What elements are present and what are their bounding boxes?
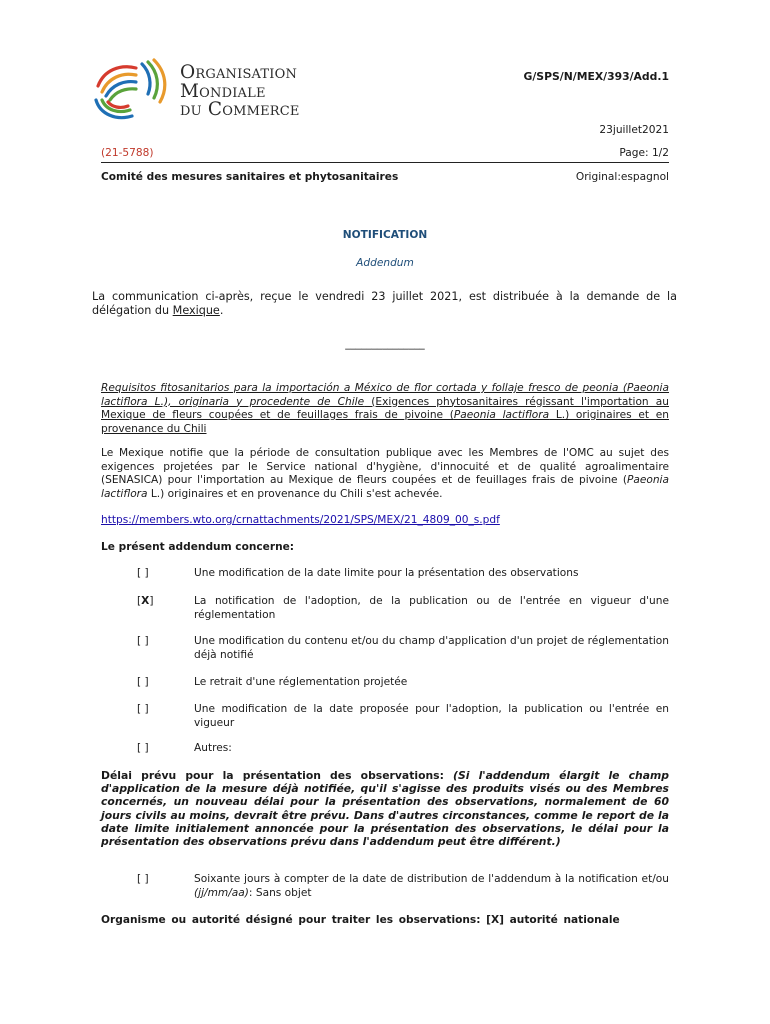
wto-logo <box>90 58 340 124</box>
org-name-line-1: Organisation <box>180 62 298 83</box>
deadline-note: (Si l'addendum élargit le champ d'application de la mesure déjà notifiée, qu'il s'agisse des produits visés ou des Membres concernés, un nouveau délai pour la présentation des observations, normalement de 60 jours civils au moins, devrait être prévu. Dans d'autres circonstances, comme le report de la date limite initialement annoncée pour la présentation des observations, le délai pour la présentation des observations prévu dans l'addendum peut être différent.) <box>101 769 669 849</box>
addendum-subtitle: Addendum <box>356 257 414 269</box>
species-name: Paeonia lactiflora <box>101 474 669 500</box>
measure-title-spanish: Requisitos fitosanitarios para la importación a México de flor cortada y follaje fresco de peonia (Paeonia lactiflora L.), originaria y procedente de Chile <box>101 382 669 408</box>
option-checkbox-5[interactable]: [ ] <box>137 703 149 715</box>
option-text-4: Le retrait d'une réglementation projetée <box>194 676 408 688</box>
authority-line: Organisme ou autorité désigné pour traiter les observations: [X] autorité nationale <box>101 914 620 926</box>
member-name: Mexique <box>172 304 220 317</box>
deadline-paragraph <box>101 769 669 848</box>
deadline-label: Délai prévu pour la présentation des observations: <box>101 769 454 782</box>
wto-emblem-icon <box>90 58 168 124</box>
sixty-days-text: Soixante jours à compter de la date de distribution de l'addendum à la notification et/ou (jj/mm/aa): Sans objet <box>194 873 669 899</box>
document-date: 23juillet2021 <box>599 124 669 136</box>
sixty-days-checkbox[interactable]: [ ] <box>137 873 149 885</box>
option-checkbox-6[interactable]: [ ] <box>137 742 149 754</box>
option-checkbox-3[interactable]: [ ] <box>137 635 149 647</box>
page-number: Page: 1/2 <box>619 147 669 159</box>
option-checkbox-4[interactable]: [ ] <box>137 676 149 688</box>
body-paragraph: Le Mexique notifie que la période de consultation publique avec les Membres de l'OMC au sujet des exigences projetées par le Service national d'hygiène, d'innocuité et de qualité agroalimentaire (SENASICA) pour l'importation au Mexique de fleurs coupées et de feuillages frais de pivoine (Paeonia lactiflora L.) originaires et en provenance du Chili s'est achevée. <box>101 447 669 500</box>
org-name-line-3: du Commerce <box>180 99 300 120</box>
option-text-3: Une modification du contenu et/ou du champ d'application d'un projet de réglementation déjà notifié <box>194 635 669 661</box>
addendum-heading: Le présent addendum concerne: <box>101 541 295 553</box>
intro-end: . <box>219 304 224 317</box>
intro-paragraph <box>92 290 677 318</box>
option-text-1: Une modification de la date limite pour la présentation des observations <box>194 567 579 579</box>
option-text-6: Autres: <box>194 742 232 754</box>
measure-title-french: (Exigences phytosanitaires régissant l'importation au Mexique de fleurs coupées et de feuillages frais de pivoine (Paeonia lactiflora L.) originaires et en provenance du Chili <box>101 395 669 435</box>
measure-title <box>101 382 669 436</box>
option-checkbox-2[interactable]: [X] <box>137 595 154 607</box>
option-text-2: La notification de l'adoption, de la publication ou de l'entrée en vigueur d'une réglementation <box>194 595 669 621</box>
option-text-5: Une modification de la date proposée pour l'adoption, la publication ou l'entrée en vigueur <box>194 703 669 729</box>
org-name-line-2: Mondiale <box>180 80 266 102</box>
separator: _______________ <box>345 338 425 350</box>
document-number: (21-5788) <box>101 147 154 159</box>
attachment-link[interactable]: https://members.wto.org/crnattachments/2021/SPS/MEX/21_4809_00_s.pdf <box>101 514 500 526</box>
document-symbol: G/SPS/N/MEX/393/Add.1 <box>523 70 669 83</box>
original-language: Original:espagnol <box>575 171 669 183</box>
option-checkbox-1[interactable]: [ ] <box>137 567 149 579</box>
intro-text: La communication ci-après, reçue le vendredi 23 juillet 2021, est distribuée à la demande de la délégation du <box>92 290 677 317</box>
committee-name: Comité des mesures sanitaires et phytosanitaires <box>101 171 399 183</box>
notification-title: NOTIFICATION <box>342 229 428 241</box>
header-rule <box>101 162 669 163</box>
